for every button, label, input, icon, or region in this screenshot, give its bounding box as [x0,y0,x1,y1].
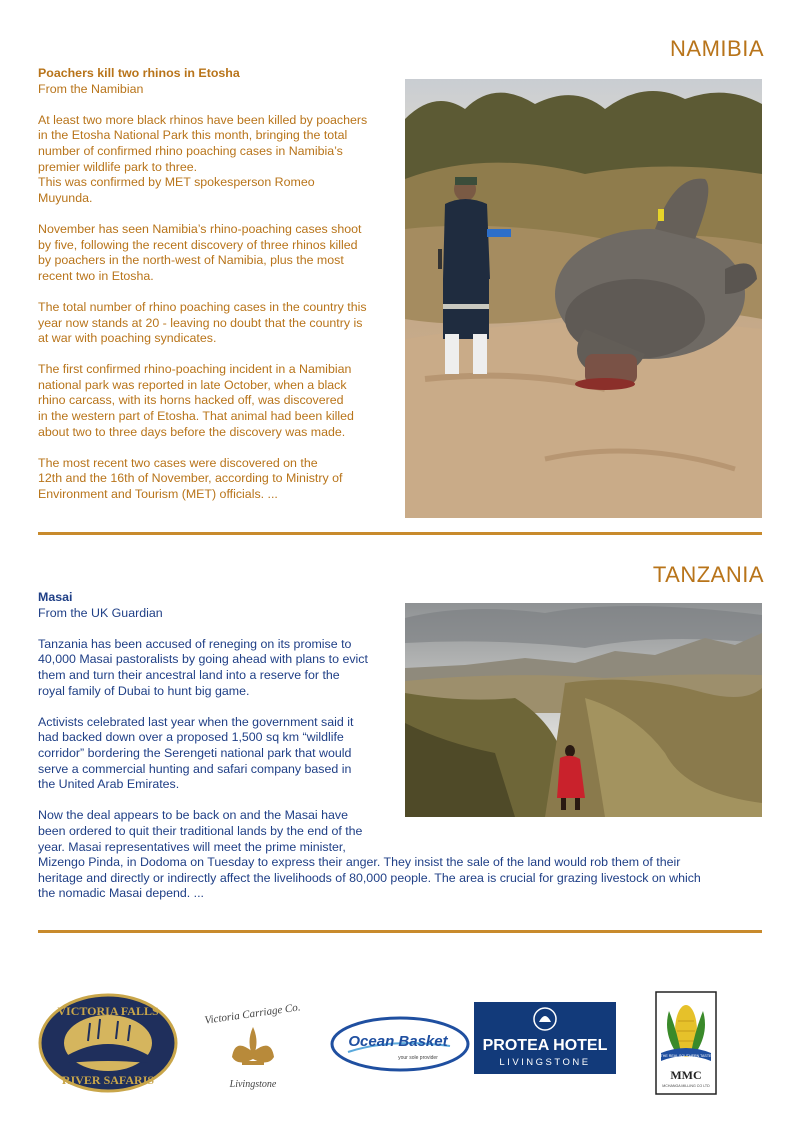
article-line: about two to three days before the discovery was made. [38,424,346,439]
article-line: Now the deal appears to be back on and the Masai have [38,808,348,823]
article-line: November has seen Namibia’s rhino-poaching cases shoot [38,221,362,236]
article-line: in the western part of Etosha. That animal had been killed [38,409,354,424]
article-line: recent two in Etosha. [38,268,154,283]
namibia-source: From the Namibian [38,81,144,96]
article-line: year now stands at 20 - leaving no doubt that the country is [38,315,363,330]
carriage-logo-bottom: Livingstone [229,1079,277,1090]
vf-logo-top: VICTORIA FALLS [57,1004,159,1018]
article-line: The first confirmed rhino-poaching incident in a Namibian [38,362,352,377]
article-line: the nomadic Masai depend. ... [38,886,204,901]
section-divider [38,532,762,535]
article-line: This was confirmed by MET spokesperson Romeo [38,175,315,190]
article-line: 12th and the 16th of November, according to Ministry of [38,471,343,486]
article-line: them and turn their ancestral land into a reserve for the [38,667,340,682]
article-line: by five, following the recent discovery of three rhinos killed [38,237,358,252]
victoria-carriage-logo [190,997,316,1097]
article-line: Tanzania has been accused of reneging on its promise to [38,636,352,651]
mmc-ribbon: THE REAL SOUTHERN TASTE [660,1054,712,1058]
carriage-logo-top: Victoria Carriage Co. [203,1001,302,1027]
article-line: the United Arab Emirates. [38,777,180,792]
ocean-basket-tagline: your sole provider [398,1055,438,1061]
article-line: The most recent two cases were discovered on the [38,455,318,470]
article-line: Mizengo Pinda, in Dodoma on Tuesday to express their anger. They insist the sale of the land would rob them of their [38,855,681,870]
article-line: At least two more black rhinos have been killed by poachers [38,112,368,127]
article-line: The total number of rhino poaching cases in the country this [38,299,367,314]
rhino-carcass-photo [405,79,762,518]
article-line: royal family of Dubai to hunt big game. [38,683,250,698]
article-line: had backed down over a proposed 1,500 sq km “wildlife [38,730,344,745]
mmc-sub: MCHANGA MILLING CO LTD [662,1084,710,1088]
article-line: 40,000 Masai pastoralists by going ahead with plans to evict [38,652,368,667]
article-line: year. Masai representatives will meet the prime minister, [38,839,346,854]
article-line: serve a commercial hunting and safari company based in [38,761,352,776]
tanzania-headline: Masai [38,590,73,604]
protea-line2: LIVINGSTONE [499,1057,591,1068]
paragraph-gap [38,97,400,113]
mmc-logo [655,991,717,1095]
paragraph-gap [38,206,400,222]
article-line: Activists celebrated last year when the government said it [38,714,354,729]
article-line: in the Etosha National Park this month, bringing the total [38,128,348,143]
article-line: national park was reported in late October, when a black [38,377,347,392]
article-line: rhino carcass, with its horns hacked off, was discovered [38,393,344,408]
namibia-headline: Poachers kill two rhinos in Etosha [38,66,240,80]
mmc-label: MMC [670,1068,702,1082]
ocean-basket-name: Ocean Basket [348,1033,448,1050]
article-line: heritage and directly or indirectly affect the livelihoods of 80,000 people. The area is crucial for grazing livestock on which [38,870,701,885]
tanzania-source: From the UK Guardian [38,605,163,620]
article-line: by poachers in the north-west of Namibia, plus the most [38,253,344,268]
victoria-falls-river-safaris-logo [38,993,178,1093]
article-line: at war with poaching syndicates. [38,331,217,346]
footer-divider [38,930,762,933]
ocean-basket-logo [330,1016,470,1072]
namibia-article [38,66,400,503]
article-line: premier wildlife park to three. [38,159,198,174]
paragraph-gap [38,284,400,300]
section-title-namibia: NAMIBIA [670,36,764,61]
article-line: been ordered to quit their traditional lands by the end of the [38,823,363,838]
paragraph-gap [38,440,400,456]
masai-landscape-photo [405,603,762,817]
protea-line1: PROTEA HOTEL [482,1037,608,1054]
protea-hotel-logo [474,1002,616,1074]
vf-logo-bottom: RIVER SAFARIS [61,1073,155,1087]
article-line: Muyunda. [38,190,93,205]
article-line: corridor” bordering the Serengeti national park that would [38,745,352,760]
paragraph-gap [38,347,400,363]
article-line: Environment and Tourism (MET) officials. ... [38,487,278,502]
namibia-body [38,97,400,502]
article-line: number of confirmed rhino poaching cases in Namibia’s [38,143,343,158]
section-title-tanzania: TANZANIA [652,562,764,587]
